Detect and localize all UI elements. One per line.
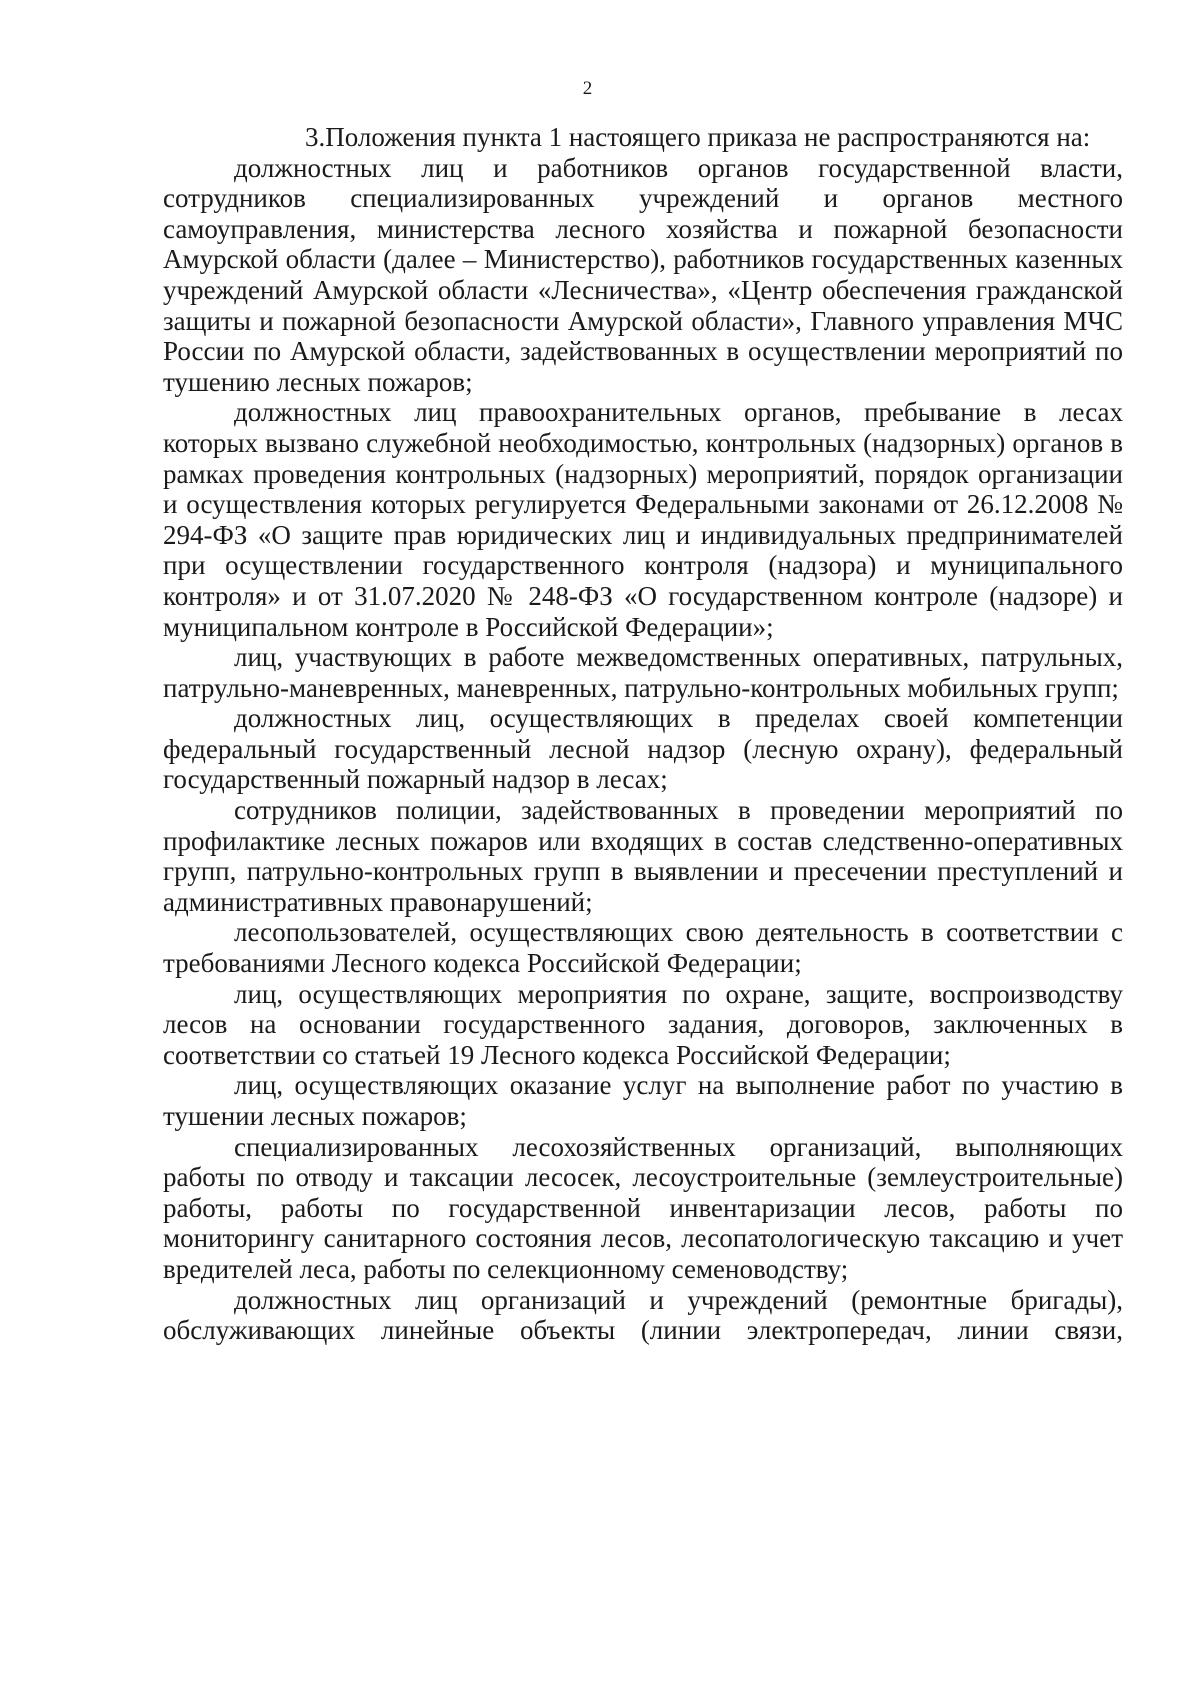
exemption-paragraph: специализированных лесохозяйственных организаций, выполняющих работы по отводу и таксации лесосек, лесоустроительные (землеустроительные) работы, работы по государственной инвентаризации лесов, работы по мониторингу санитарного состояния лесов, лесопатологическую таксацию и учет вредителей леса, работы по селекционному семеноводству;: [163, 1131, 1123, 1284]
exemption-paragraph-continued: должностных лиц организаций и учреждений (ремонтные бригады), обслуживающих линейные объекты (линии электропередач, линии связи,: [163, 1284, 1123, 1346]
exemption-paragraph: лиц, участвующих в работе межведомственных оперативных, патрульных, патрульно-маневренных, маневренных, патрульно-контрольных мобильных групп;: [163, 642, 1123, 703]
exemption-paragraph: лиц, осуществляющих мероприятия по охране, защите, воспроизводству лесов на основании государственного задания, договоров, заключенных в соответствии со статьей 19 Лесного кодекса Российской Федерации;: [163, 978, 1123, 1070]
exemption-paragraph: должностных лиц, осуществляющих в пределах своей компетенции федеральный государственный лесной надзор (лесную охрану), федеральный государственный пожарный надзор в лесах;: [163, 703, 1123, 795]
exemption-paragraph: сотрудников полиции, задействованных в проведении мероприятий по профилактике лесных пожаров или входящих в состав следственно-оперативных групп, патрульно-контрольных групп в выявлении и пресечении преступлений и административных правонарушений;: [163, 795, 1123, 917]
exemption-paragraph: лиц, осуществляющих оказание услуг на выполнение работ по участию в тушении лесных пожаров;: [163, 1070, 1123, 1131]
item-3-paragraph: [163, 122, 1123, 153]
item-number: 3.: [305, 122, 326, 152]
exemption-paragraph: лесопользователей, осуществляющих свою деятельность в соответствии с требованиями Лесного кодекса Российской Федерации;: [163, 917, 1123, 979]
exemption-paragraph: должностных лиц и работников органов государственной власти, сотрудников специализированных учреждений и органов местного самоуправления, министерства лесного хозяйства и пожарной безопасности Амурской области (далее – Министерство), работников государственных казенных учреждений Амурской области «Лесничества», «Центр обеспечения гражданской защиты и пожарной безопасности Амурской области», Главного управления МЧС России по Амурской области, задействованных в осуществлении мероприятий по тушению лесных пожаров;: [163, 152, 1123, 397]
document-body: [163, 122, 1123, 1346]
page-number: 2: [582, 78, 593, 99]
exemption-paragraph: должностных лиц правоохранительных органов, пребывание в лесах которых вызвано служебной необходимостью, контрольных (надзорных) органов в рамках проведения контрольных (надзорных) мероприятий, порядок организации и осуществления которых регулируется Федеральными законами от 26.12.2008 № 294-ФЗ «О защите прав юридических лиц и индивидуальных предпринимателей при осуществлении государственного контроля (надзора) и муниципального контроля» и от 31.07.2020 № 248-ФЗ «О государственном контроле (надзоре) и муниципальном контроле в Российской Федерации»;: [163, 397, 1123, 642]
item-text: Положения пункта 1 настоящего приказа не распространяются на:: [325, 122, 1091, 152]
